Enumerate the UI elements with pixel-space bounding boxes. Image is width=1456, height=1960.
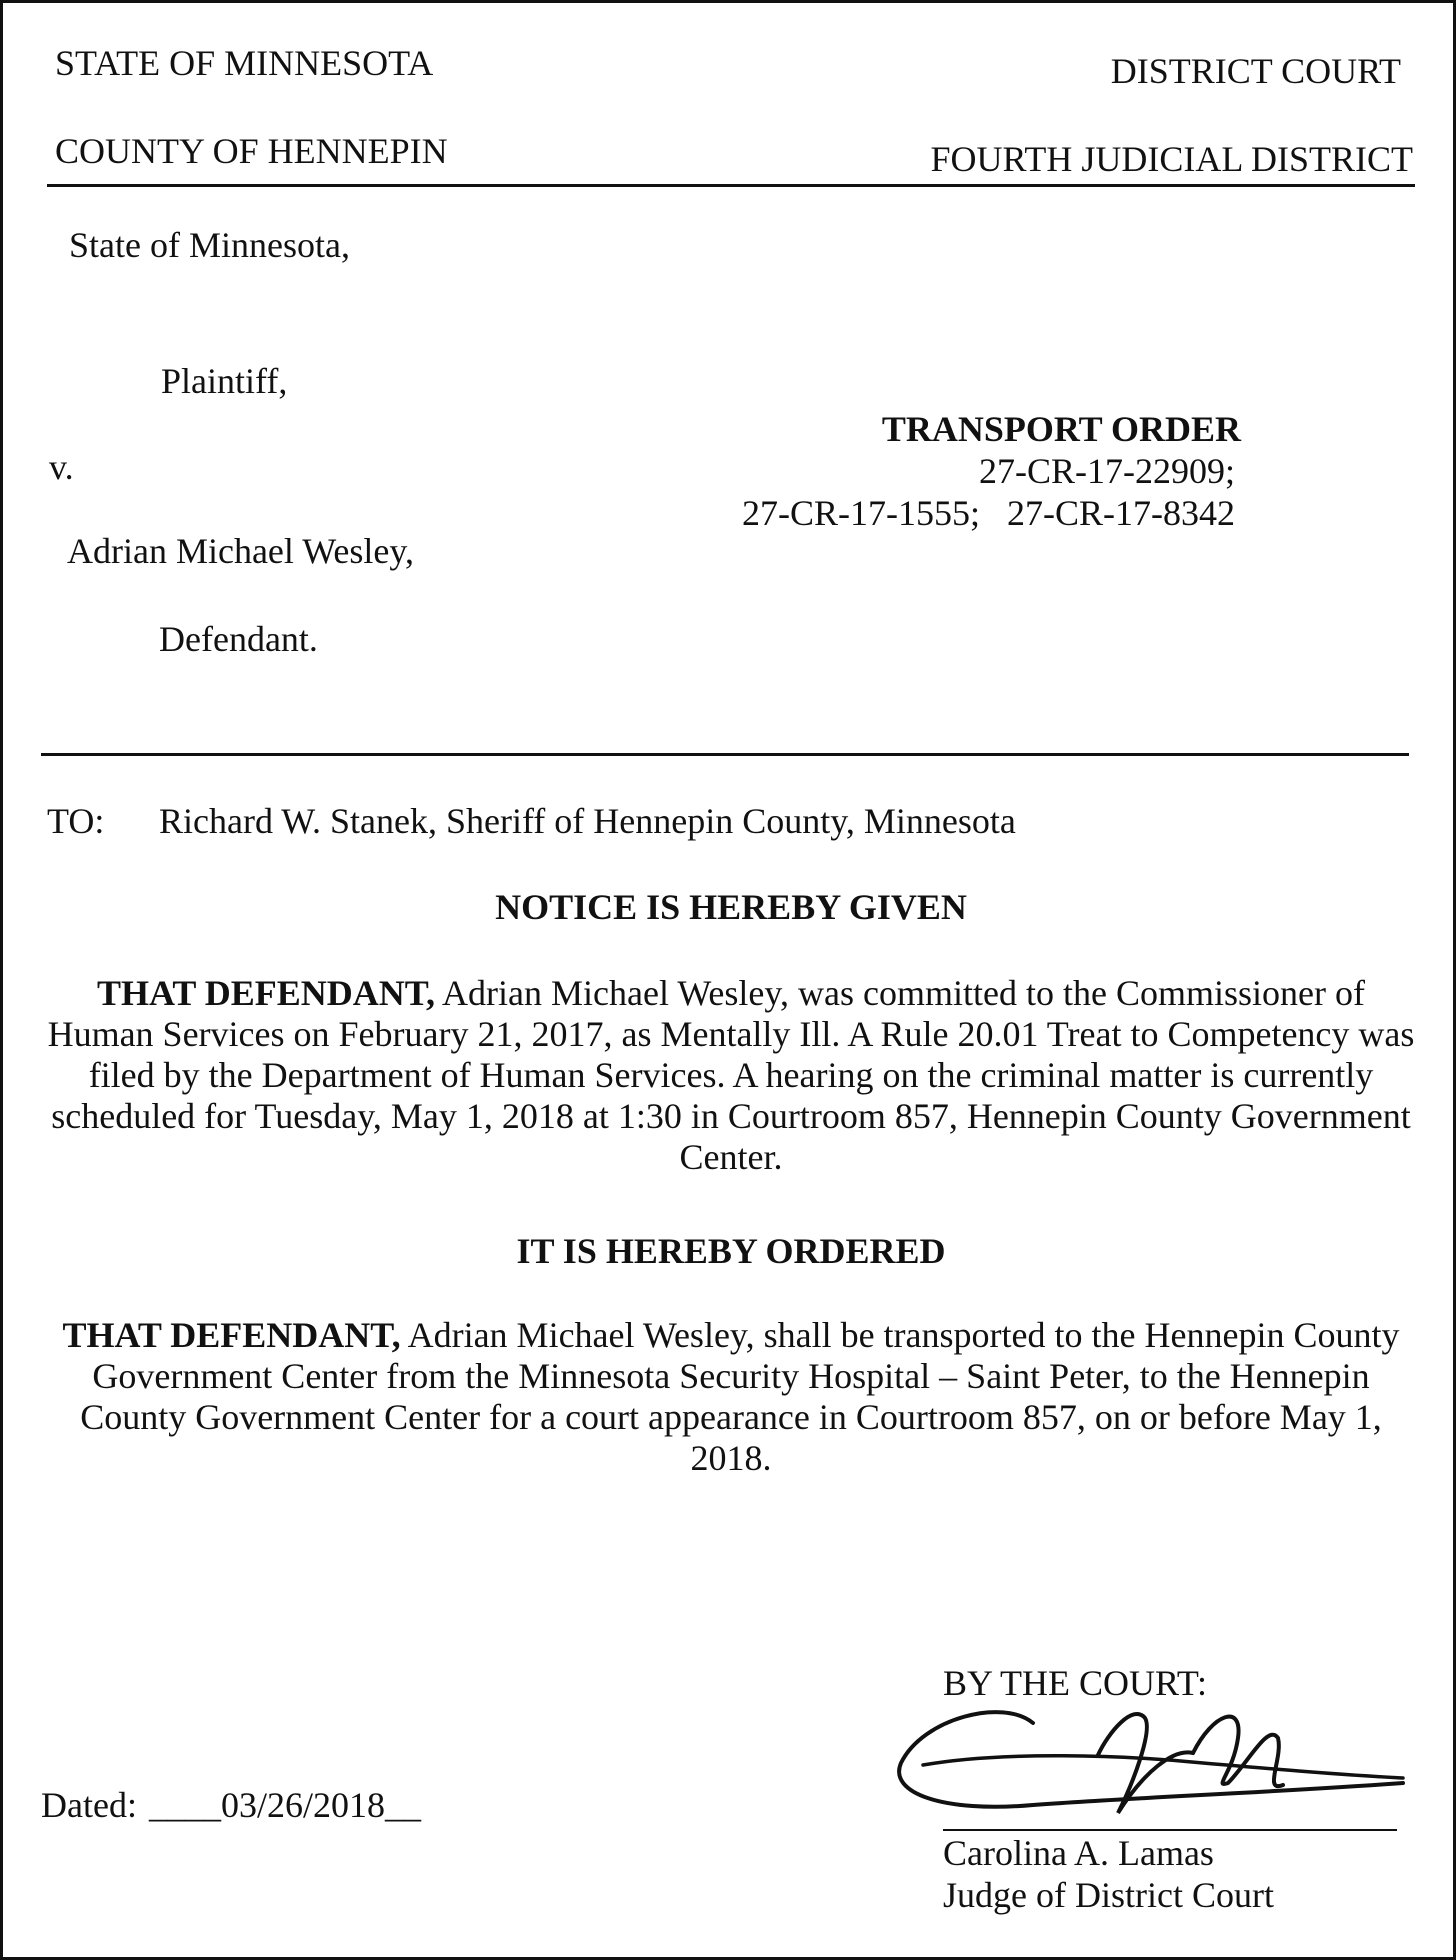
- notice-paragraph: [43, 973, 1419, 1178]
- caption-rule: [41, 753, 1409, 756]
- header-rule: [47, 184, 1415, 187]
- notice-heading: NOTICE IS HEREBY GIVEN: [495, 887, 967, 927]
- defendant-name: Adrian Michael Wesley,: [67, 531, 414, 571]
- plaintiff-role: Plaintiff,: [161, 361, 288, 401]
- judge-name: Carolina A. Lamas: [943, 1833, 1214, 1873]
- to-label: TO:: [47, 801, 105, 841]
- header-state: STATE OF MINNESOTA: [55, 43, 434, 83]
- notice-body: Adrian Michael Wesley, was committed to the Commissioner of Human Services on February 21, 2017, as Mentally Ill. A Rule 20.01 Treat to Competency was filed by the Department of Human Services. A hearing on the criminal matter is currently scheduled for Tuesday, May 1, 2018 at 1:30 in Courtroom 857, Hennepin County Government Center.: [47, 973, 1415, 1177]
- case-numbers-line-2: 27-CR-17-1555; 27-CR-17-8342: [742, 493, 1235, 533]
- ordered-heading: IT IS HEREBY ORDERED: [516, 1231, 946, 1271]
- dated-label: Dated:: [41, 1785, 137, 1825]
- by-the-court: BY THE COURT:: [943, 1663, 1208, 1703]
- signature-line: [943, 1829, 1397, 1831]
- ordered-paragraph: [43, 1315, 1419, 1479]
- header-court: DISTRICT COURT: [1110, 51, 1401, 91]
- judge-signature: [883, 1693, 1413, 1833]
- defendant-role: Defendant.: [159, 619, 318, 659]
- versus: v.: [49, 447, 74, 487]
- plaintiff-name: State of Minnesota,: [69, 225, 350, 265]
- header-county: COUNTY OF HENNEPIN: [55, 131, 448, 171]
- header-district: FOURTH JUDICIAL DISTRICT: [930, 139, 1413, 179]
- ordered-lead: THAT DEFENDANT,: [62, 1315, 401, 1355]
- ordered-body: Adrian Michael Wesley, shall be transported to the Hennepin County Government Center from the Minnesota Security Hospital – Saint Peter, to the Hennepin County Government Center for a court appearance in Courtroom 857, on or before May 1, 2018.: [80, 1315, 1400, 1478]
- notice-lead: THAT DEFENDANT,: [97, 973, 436, 1013]
- to-recipient: Richard W. Stanek, Sheriff of Hennepin County, Minnesota: [159, 801, 1016, 841]
- order-title: TRANSPORT ORDER: [881, 409, 1241, 449]
- case-numbers-line-1: 27-CR-17-22909;: [979, 451, 1235, 491]
- judge-title: Judge of District Court: [943, 1875, 1274, 1915]
- dated-value: ____03/26/2018__: [149, 1785, 422, 1825]
